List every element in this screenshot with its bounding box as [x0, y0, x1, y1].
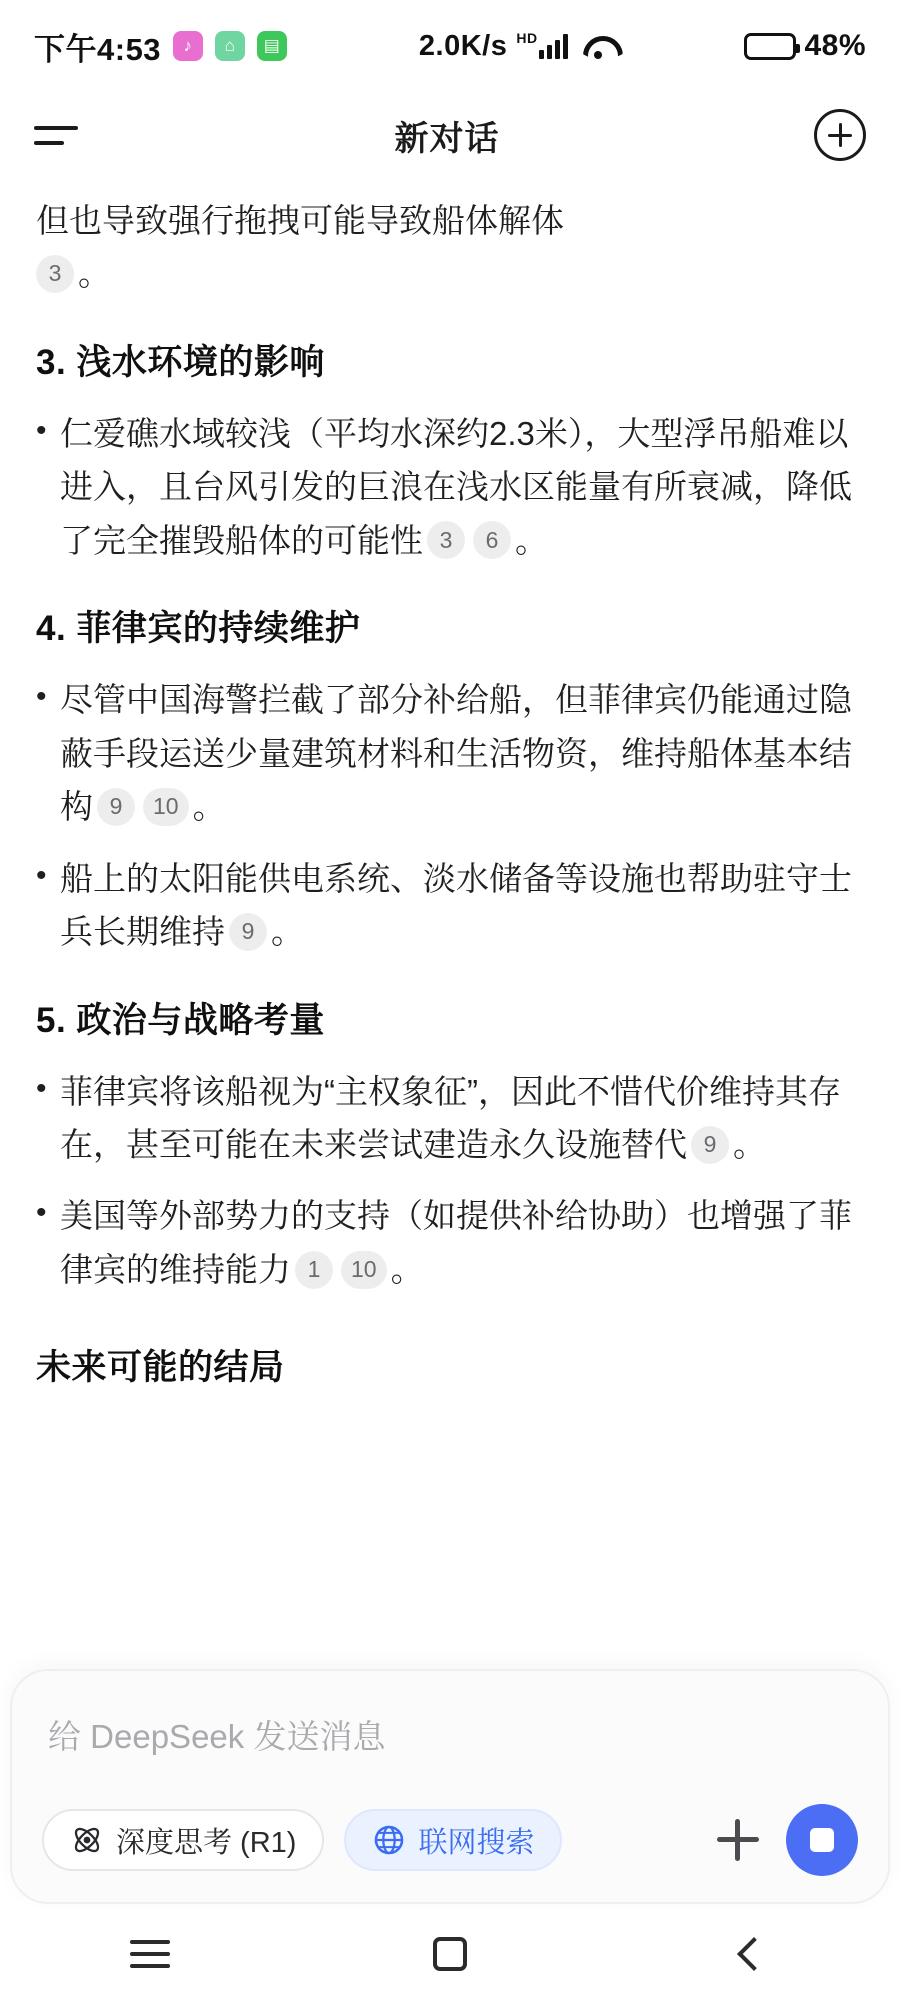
bullet-dot-icon: •	[36, 1071, 47, 1105]
list-item	[36, 852, 864, 959]
list-item	[36, 407, 864, 567]
charging-bolt-icon: ⚡	[763, 36, 778, 58]
system-nav-bar	[0, 1908, 900, 2000]
web-search-toggle[interactable]	[344, 1809, 562, 1871]
section-heading: 未来可能的结局	[36, 1348, 285, 1388]
citation-badge[interactable]: 9	[229, 913, 267, 951]
status-bar-left	[34, 24, 287, 69]
list-item-period: 。	[192, 788, 226, 826]
list-item-body: 尽管中国海警拦截了部分补给船，但菲律宾仍能通过隐蔽手段运送少量建筑材料和生活物资，维持船体基本结构	[60, 681, 852, 826]
citation-badge[interactable]: 1	[295, 1251, 333, 1289]
list-item-text	[60, 407, 864, 567]
list-item	[36, 1189, 864, 1296]
stop-square-icon[interactable]	[786, 1804, 858, 1876]
citation-badge[interactable]: 9	[97, 788, 135, 826]
network-speed-label: 2.0K/s	[418, 29, 508, 62]
paragraph-period: 。	[78, 255, 111, 293]
message-input[interactable]: 给 DeepSeek 发送消息	[48, 1718, 386, 1755]
section-heading: 3. 浅水环境的影响	[36, 342, 325, 382]
home-square-icon	[433, 1937, 467, 1971]
home-icon: ⌂	[215, 31, 245, 61]
list-item-period: 。	[390, 1250, 424, 1288]
list-item-text	[60, 1189, 864, 1296]
message-paragraph	[36, 194, 864, 301]
hamburger-icon[interactable]	[34, 115, 80, 155]
deep-think-toggle[interactable]	[42, 1809, 324, 1871]
atom-icon	[70, 1823, 104, 1857]
page-title: 新对话	[394, 119, 500, 158]
list-item	[36, 673, 864, 833]
citation-badge[interactable]: 10	[143, 788, 189, 826]
home-button[interactable]	[390, 1937, 510, 1971]
list-item-text	[60, 673, 864, 833]
list-item-period: 。	[271, 913, 304, 951]
citation-badge[interactable]: 10	[341, 1251, 387, 1289]
wifi-icon	[583, 34, 613, 58]
plus-circle-icon[interactable]	[814, 109, 866, 161]
list-item-body: 菲律宾将该船视为“主权象征”，因此不惜代价维持其存在，甚至可能在未来尝试建造永久设施替代	[60, 1072, 841, 1163]
battery-icon	[744, 33, 796, 60]
list-item-period: 。	[515, 521, 548, 559]
paragraph-text: 但也导致强行拖拽可能导致船体解体	[36, 202, 564, 239]
hd-label: HD	[516, 30, 538, 46]
app-header	[0, 92, 900, 178]
list-item	[36, 1065, 864, 1172]
list-item-body: 仁爱礁水域较浅（平均水深约2.3米），大型浮吊船难以进入，且台风引发的巨浪在浅水区能量有所衰减，降低了完全摧毁船体的可能性	[60, 414, 852, 559]
citation-badge[interactable]: 3	[427, 521, 465, 559]
section-heading: 5. 政治与战略考量	[36, 1000, 325, 1040]
citation-badge[interactable]: 3	[36, 255, 74, 293]
status-time: 下午4:53	[34, 31, 162, 67]
music-icon: ♪	[173, 31, 203, 61]
deep-think-label: 深度思考 (R1)	[116, 1826, 297, 1859]
recent-apps-button[interactable]	[90, 1940, 210, 1968]
signal-icon	[516, 30, 567, 59]
bullet-dot-icon: •	[36, 680, 47, 714]
citation-badge[interactable]: 6	[473, 521, 511, 559]
message-composer[interactable]	[10, 1669, 890, 1904]
list-item-body: 船上的太阳能供电系统、淡水储备等设施也帮助驻守士兵长期维持	[60, 859, 852, 951]
web-search-label: 联网搜索	[418, 1826, 535, 1859]
back-chevron-icon	[737, 1937, 771, 1971]
list-item-text	[60, 1065, 864, 1172]
back-button[interactable]	[690, 1942, 810, 1966]
citation-badge[interactable]: 9	[691, 1126, 729, 1164]
globe-icon	[372, 1823, 406, 1857]
composer-toolbar	[42, 1804, 858, 1876]
signal-bars	[539, 33, 568, 59]
bullet-dot-icon: •	[36, 1196, 47, 1230]
status-bar-center	[287, 30, 744, 63]
list-item-period: 。	[733, 1125, 766, 1163]
plus-icon[interactable]	[710, 1812, 766, 1868]
bullet-dot-icon: •	[36, 858, 47, 892]
bullet-dot-icon: •	[36, 413, 47, 447]
status-bar-right	[744, 29, 866, 63]
list-item-body: 美国等外部势力的支持（如提供补给协助）也增强了菲律宾的维持能力	[60, 1197, 852, 1288]
green-app-icon: ▤	[257, 31, 287, 61]
section-heading: 4. 菲律宾的持续维护	[36, 609, 361, 649]
battery-percent-label: 48%	[804, 29, 866, 62]
status-bar	[0, 0, 900, 92]
list-item-text	[60, 852, 864, 959]
recent-apps-icon	[130, 1940, 170, 1968]
